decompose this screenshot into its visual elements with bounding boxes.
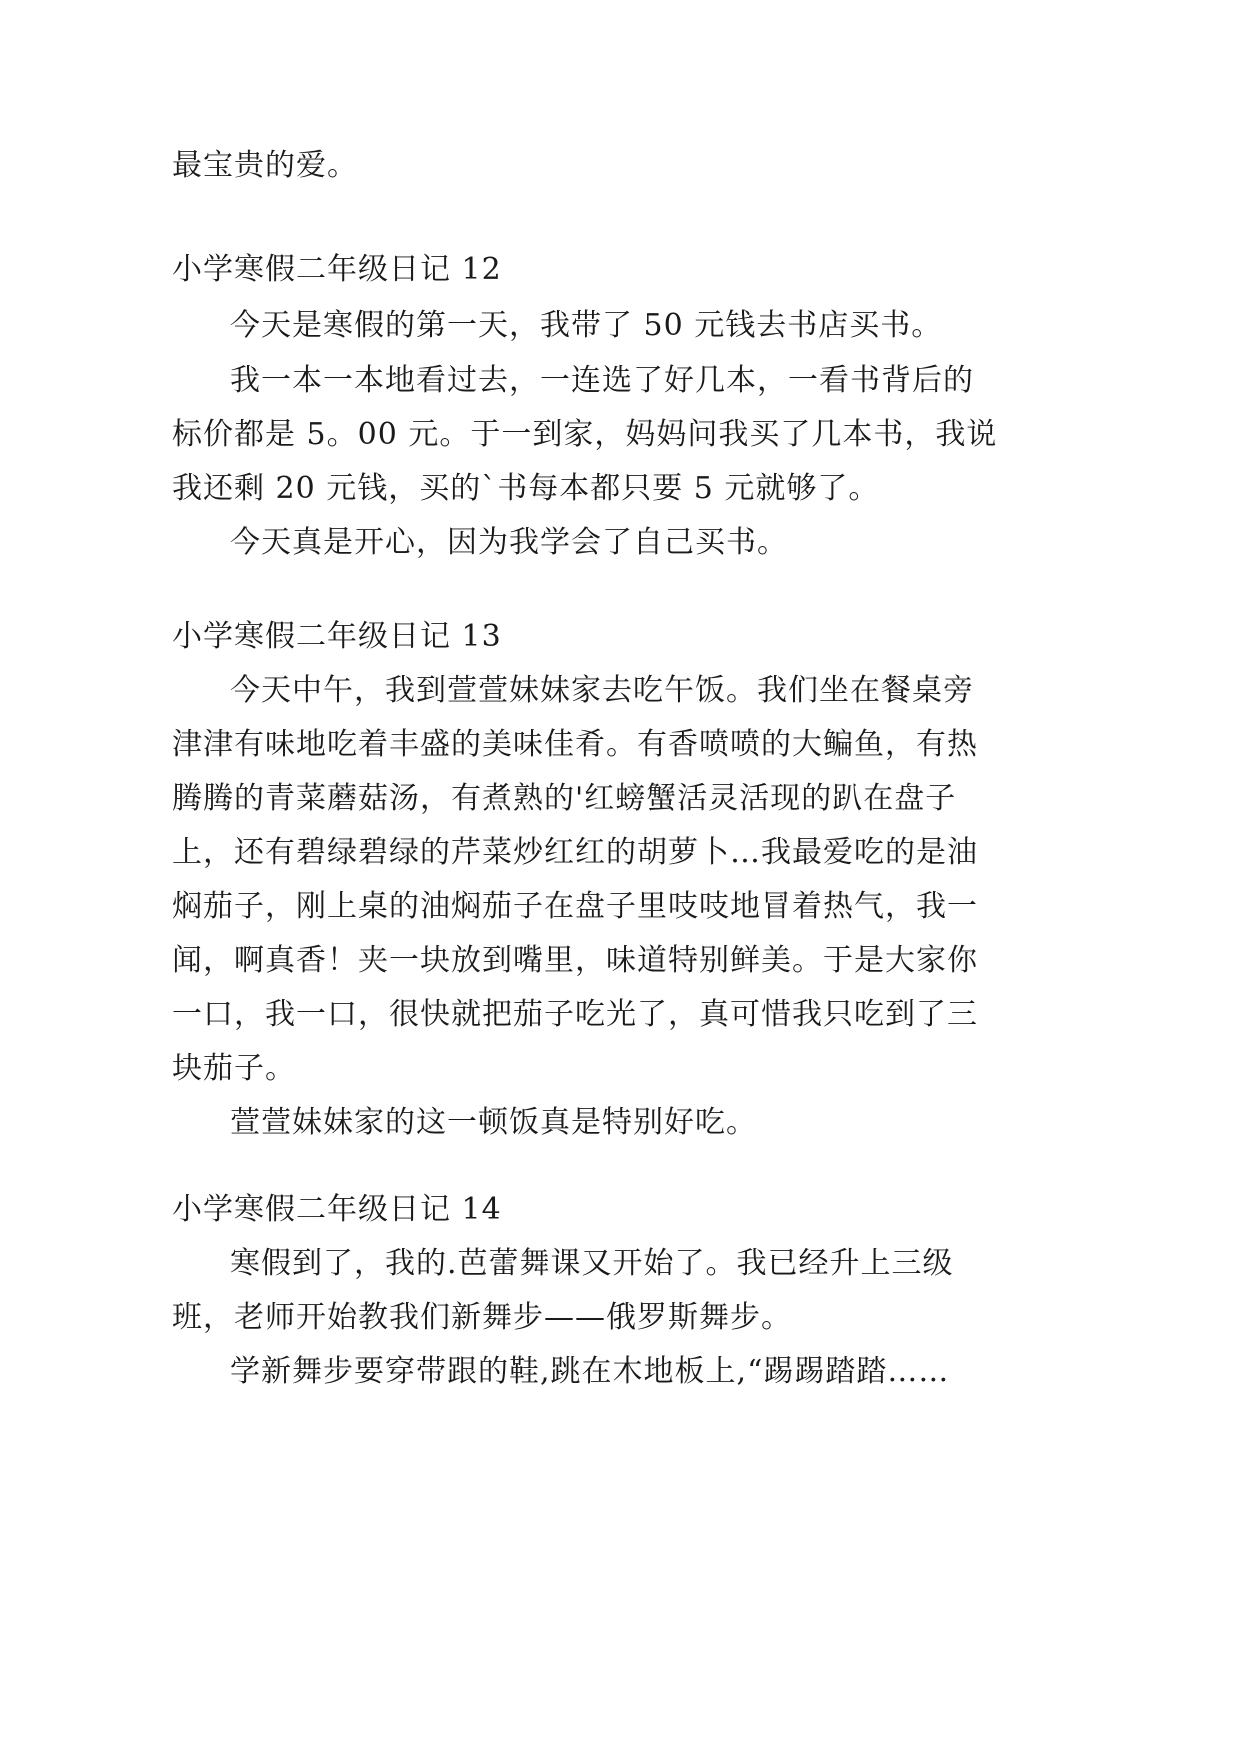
text-line: 标价都是 5。00 元。于一到家，妈妈问我买了几本书，我说 (172, 417, 998, 452)
text-line: 块茄子。 (172, 1051, 296, 1086)
text-line: 萱萱妹妹家的这一顿饭真是特别好吃。 (230, 1105, 757, 1140)
text-line: 焖茄子，刚上桌的油焖茄子在盘子里吱吱地冒着热气，我一 (172, 889, 978, 924)
text-line: 今天真是开心，因为我学会了自己买书。 (230, 525, 788, 560)
text-line: 班，老师开始教我们新舞步——俄罗斯舞步。 (172, 1300, 792, 1335)
text-line: 我一本一本地看过去，一连选了好几本，一看书背后的 (230, 363, 974, 398)
text-line: 寒假到了，我的.芭蕾舞课又开始了。我已经升上三级 (230, 1246, 954, 1281)
text-line: 学新舞步要穿带跟的鞋,跳在木地板上,“踢踢踏踏…… (230, 1354, 950, 1389)
text-line: 今天是寒假的第一天，我带了 50 元钱去书店买书。 (230, 308, 943, 343)
text-line: 闻，啊真香！夹一块放到嘴里，味道特别鲜美。于是大家你 (172, 943, 978, 978)
text-line: 腾腾的青菜蘑菇汤，有煮熟的'红螃蟹活灵活现的趴在盘子 (172, 781, 957, 816)
text-line: 一口，我一口，很快就把茄子吃光了，真可惜我只吃到了三 (172, 997, 978, 1032)
text-line: 津津有味地吃着丰盛的美味佳肴。有香喷喷的大鳊鱼，有热 (172, 727, 978, 762)
section-heading: 小学寒假二年级日记 12 (172, 252, 502, 287)
text-line: 今天中午，我到萱萱妹妹家去吃午饭。我们坐在餐桌旁 (230, 673, 974, 708)
section-heading: 小学寒假二年级日记 14 (172, 1192, 502, 1227)
text-line: 最宝贵的爱。 (172, 148, 358, 183)
section-heading: 小学寒假二年级日记 13 (172, 619, 502, 654)
text-line: 我还剩 20 元钱，买的`书每本都只要 5 元就够了。 (172, 471, 880, 506)
text-line: 上，还有碧绿碧绿的芹菜炒红红的胡萝卜…我最爱吃的是油 (172, 835, 978, 870)
